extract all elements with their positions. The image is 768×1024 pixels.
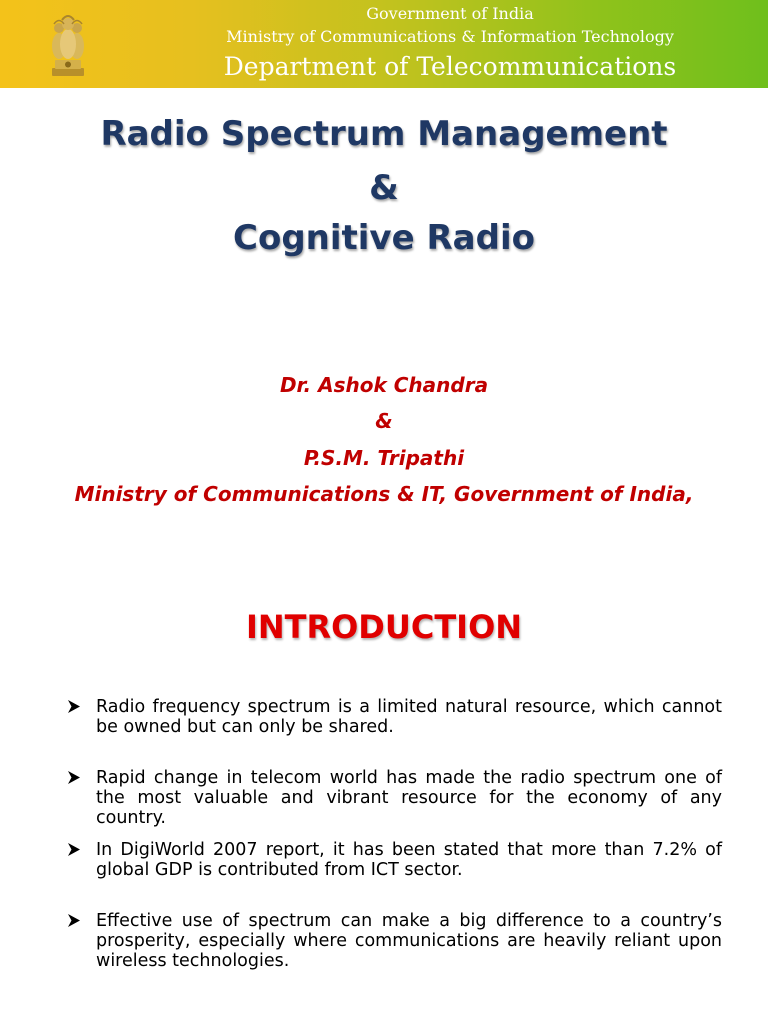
title-line-3: Cognitive Radio bbox=[233, 218, 535, 258]
bullet-text: Radio frequency spectrum is a limited natural resource, which cannot be owned but can only be shared. bbox=[96, 697, 722, 737]
bullet-text: Effective use of spectrum can make a big difference to a country’s prosperity, especially where communications are heavily reliant upon wireless technologies. bbox=[96, 911, 722, 971]
arrow-bullet-icon bbox=[68, 914, 80, 927]
title-line-2: & bbox=[369, 168, 399, 208]
author-1: Dr. Ashok Chandra bbox=[279, 373, 489, 397]
arrow-bullet-icon bbox=[68, 843, 80, 856]
bullet-item bbox=[68, 768, 722, 828]
author-affiliation: Ministry of Communications & IT, Government of India, bbox=[74, 482, 694, 506]
header-department: Department of Telecommunications bbox=[223, 52, 677, 81]
header-ministry: Ministry of Communications & Information Technology bbox=[226, 27, 674, 46]
bullet-item bbox=[68, 840, 722, 880]
author-separator: & bbox=[375, 409, 393, 433]
bullet-item bbox=[68, 697, 722, 737]
arrow-bullet-icon bbox=[68, 700, 80, 713]
arrow-bullet-icon bbox=[68, 771, 80, 784]
header-government: Government of India bbox=[366, 4, 534, 23]
bullet-item bbox=[68, 911, 722, 971]
author-2: P.S.M. Tripathi bbox=[303, 446, 465, 470]
title-line-1: Radio Spectrum Management bbox=[100, 114, 668, 154]
section-heading: INTRODUCTION bbox=[245, 608, 523, 646]
bullet-text: In DigiWorld 2007 report, it has been stated that more than 7.2% of global GDP is contributed from ICT sector. bbox=[96, 840, 722, 880]
national-emblem-icon bbox=[48, 8, 88, 78]
bullet-text: Rapid change in telecom world has made the radio spectrum one of the most valuable and vibrant resource for the economy of any country. bbox=[96, 768, 722, 828]
header-banner bbox=[0, 0, 768, 88]
